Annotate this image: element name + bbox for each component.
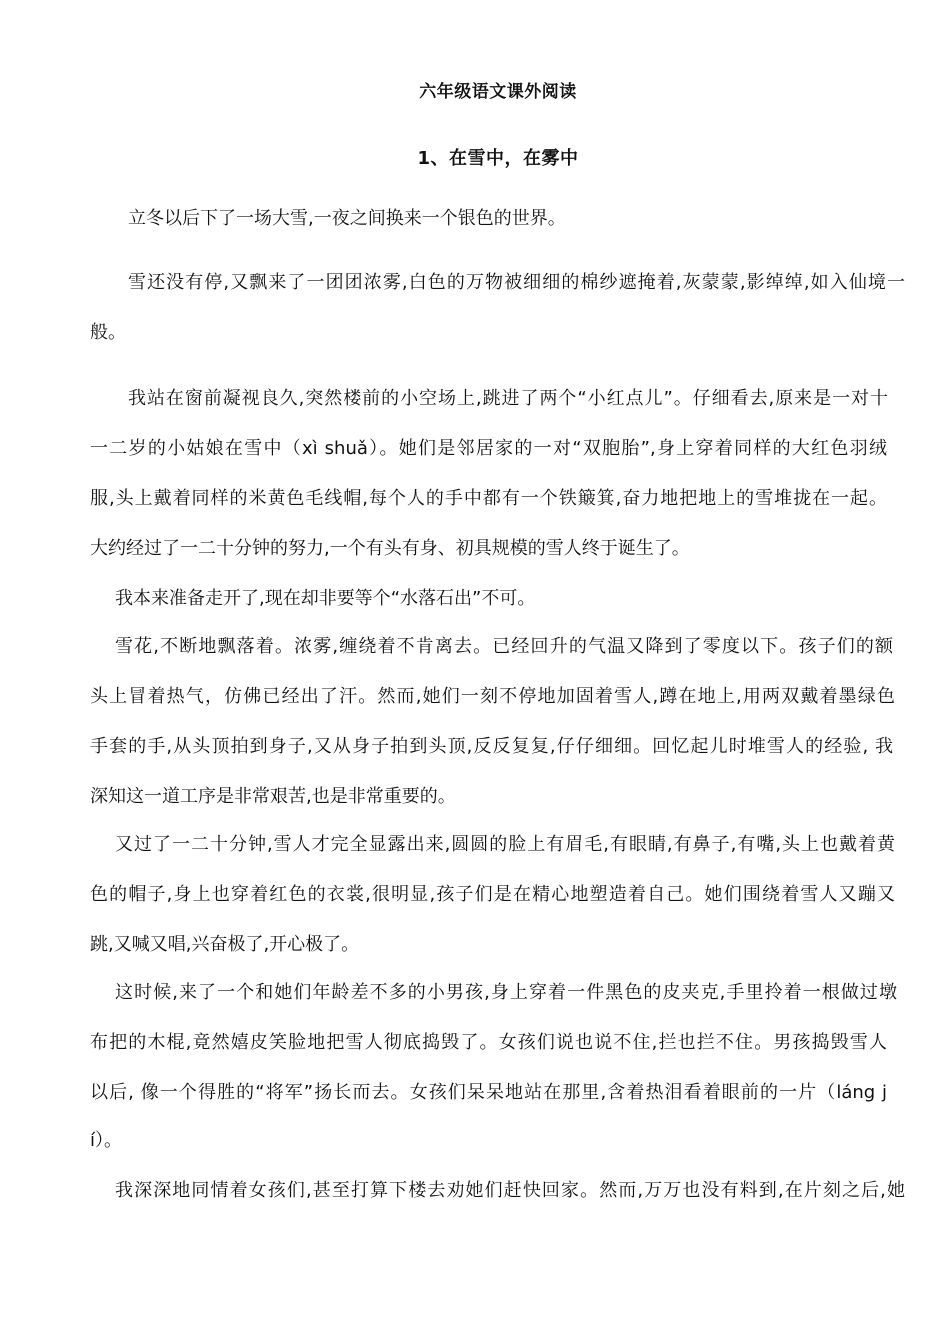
text-line: 色的帽子,身上也穿着红色的衣裳,很明显,孩子们是在精心地塑造着自己。她们围绕着雪人又蹦又: [90, 884, 895, 905]
text-line: 又过了一二十分钟,雪人才完全显露出来,圆圆的脸上有眉毛,有眼睛,有鼻子,有嘴,头上也戴着黄: [115, 834, 895, 855]
text-line: 这时候,来了一个和她们年龄差不多的小男孩,身上穿着一件黑色的皮夹克,手里拎着一根做过墩: [115, 982, 897, 1003]
text-line: 手套的手,从头顶拍到身子,又从身子拍到头顶,反反复复,仔仔细细。回忆起儿时堆雪人的经验, 我: [90, 736, 893, 757]
text-line: 我本来准备走开了,现在却非要等个“水落石出”不可。: [115, 588, 536, 609]
text-line: 我深深地同情着女孩们,甚至打算下楼去劝她们赶快回家。然而,万万也没有料到,在片刻之后,她: [115, 1180, 905, 1201]
text-line: 雪花,不断地飘落着。浓雾,缠绕着不肯离去。已经回升的气温又降到了零度以下。孩子们的额: [115, 636, 893, 657]
text-line: 跳,又喊又唱,兴奋极了,开心极了。: [90, 934, 360, 955]
text-line: í）。: [90, 1130, 123, 1151]
text-line: 布把的木棍,竟然嬉皮笑脸地把雪人彻底捣毁了。女孩们说也说不住,拦也拦不住。男孩捣毁雪人: [90, 1032, 887, 1053]
text-line: 以后, 像一个得胜的“将军”扬长而去。女孩们呆呆地站在那里,含着热泪看着眼前的一片（láng j: [90, 1082, 887, 1103]
text-line: 我站在窗前凝视良久,突然楼前的小空场上,跳进了两个“小红点儿”。仔细看去,原来是一对十: [128, 388, 888, 409]
text-line: 般。: [90, 322, 126, 343]
text-line: 一二岁的小姑娘在雪中（xì shuǎ）。她们是邻居家的一对“双胞胎”,身上穿着同样的大红色羽绒: [90, 438, 887, 459]
text-line: 雪还没有停,又飘来了一团团浓雾,白色的万物被细细的棉纱遮掩着,灰蒙蒙,影绰绰,如入仙境一: [128, 272, 905, 293]
text-line: 服,头上戴着同样的米黄色毛线帽,每个人的手中都有一个铁簸箕,奋力地把地上的雪堆拢在一起。: [90, 488, 887, 509]
text-line: 立冬以后下了一场大雪,一夜之间换来一个银色的世界。: [128, 208, 566, 229]
text-line: 大约经过了一二十分钟的努力,一个有头有身、初具规模的雪人终于诞生了。: [90, 538, 690, 559]
document-title: 六年级语文课外阅读: [419, 82, 577, 102]
text-line: 深知这一道工序是非常艰苦,也是非常重要的。: [90, 786, 456, 807]
text-line: 头上冒着热气，仿佛已经出了汗。然而,她们一刻不停地加固着雪人,蹲在地上,用两双戴着墨绿色: [90, 686, 895, 707]
article-title: 1、在雪中，在雾中: [417, 148, 579, 169]
